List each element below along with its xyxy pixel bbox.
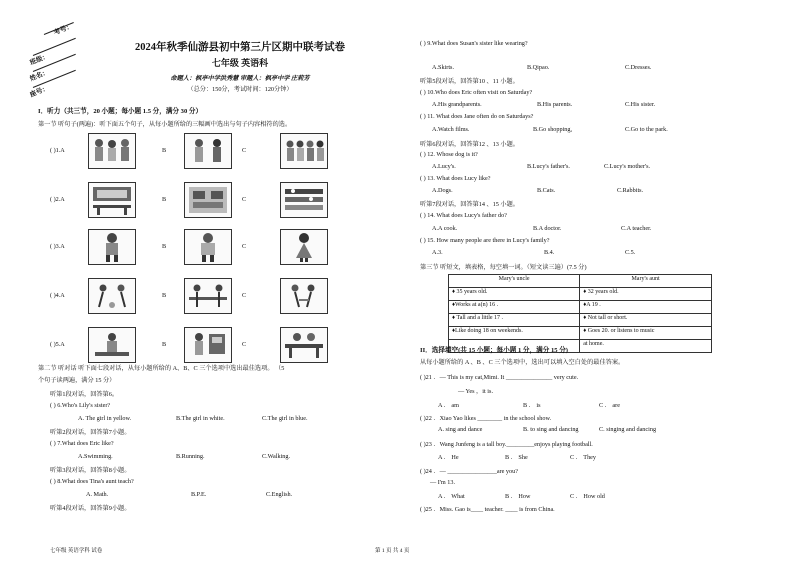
section3-intro: 第三节 听短文，填表格，每空填一词。（短文读三遍）(7.5 分) <box>420 264 587 271</box>
authors-line: 命题人：枫亭中学洪秀慧 审题人：枫亭中学 庄莉芳 <box>170 75 310 82</box>
question-number: ( )1.A <box>50 147 65 154</box>
part2-intro: 从每小题所给的 A 、B 、C 三个选项中，选出可以填入空白处的最佳答案。 <box>420 359 625 366</box>
seat-label: 座号： <box>29 84 50 99</box>
option-a[interactable]: A ． He <box>438 454 459 461</box>
section1-intro: 第一节 听句子(两遍)：听下面五个句子，从每小题所给的三幅画中选出与句子内容相符的选。 <box>38 121 292 128</box>
footer-subject: 七年级 英语学科 试卷 <box>50 548 103 554</box>
class-label: 班级： <box>29 52 50 67</box>
picture-option-b[interactable] <box>184 133 232 169</box>
exam-title: 2024年秋季仙游县初中第三片区期中联考试卷 <box>135 42 345 53</box>
option-b[interactable]: B ． How <box>505 493 531 500</box>
question-stem: ( ) 9.What does Susan's sister like wearing? <box>420 40 528 47</box>
option-b[interactable]: B.Go shopping, <box>533 126 573 133</box>
option-b[interactable]: B.Running. <box>176 453 205 460</box>
option-b-label: B <box>162 196 167 203</box>
table-cell: ♦ Not tall or short. <box>580 314 712 327</box>
option-c-label: C <box>242 292 247 299</box>
dialog-instruction: 听第1段对话，回答第6。 <box>50 391 119 398</box>
option-a[interactable]: A. sing and dance <box>438 426 483 433</box>
option-a[interactable]: A.A cook. <box>432 225 458 232</box>
picture-option-a[interactable] <box>88 182 136 218</box>
section2-intro-line1: 第二节 听对话 听下面七段对话，从每小题所给的 A、B、C 三个选项中选出最佳选项。 （5 <box>38 365 285 372</box>
question-stem: ( )24 ．— ________________are you? <box>420 468 518 475</box>
question-stem: ( )25 ．Miss. Gao is____ teacher. ____ is from China. <box>420 506 555 513</box>
picture-question-row <box>50 182 360 216</box>
option-c[interactable]: C.Walking. <box>262 453 291 460</box>
question-stem-line2: — Yes ，it is． <box>458 388 498 395</box>
question-stem: ( )23 ．Wang Junfeng is a tall boy._________enjoys playing football. <box>420 441 593 448</box>
option-b[interactable]: B.The girl in white. <box>176 415 225 422</box>
option-c[interactable]: C.The girl in blue. <box>262 415 308 422</box>
option-c[interactable]: C. singing and dancing <box>599 426 657 433</box>
table-cell[interactable]: ♦Works at a(n) 16 . <box>449 301 580 314</box>
picture-option-b[interactable] <box>184 327 232 363</box>
option-a[interactable]: A.Lucy's. <box>432 163 456 170</box>
picture-question-row <box>50 278 360 312</box>
picture-option-c[interactable] <box>280 278 328 314</box>
option-a[interactable]: A.Dogs. <box>432 187 453 194</box>
question-stem: ( )22 ．Xiao Yao likes ________ in the school show. <box>420 415 552 422</box>
option-a[interactable]: A.3. <box>432 249 443 256</box>
dialog-instruction: 听第2段对话，回答第7小题。 <box>50 429 131 436</box>
picture-option-a[interactable] <box>88 278 136 314</box>
name-label: 姓名： <box>29 68 50 83</box>
option-a[interactable]: A.Swimming. <box>78 453 113 460</box>
question-number: ( )3.A <box>50 243 65 250</box>
picture-option-b[interactable] <box>184 229 232 265</box>
picture-option-c[interactable] <box>280 182 328 218</box>
option-b[interactable]: B. to sing and dancing <box>523 426 579 433</box>
option-b[interactable]: B.Cats. <box>537 187 556 194</box>
picture-option-a[interactable] <box>88 229 136 265</box>
option-c[interactable]: C.5. <box>625 249 636 256</box>
option-b-label: B <box>162 292 167 299</box>
question-stem-line2: — I'm 13. <box>430 479 456 486</box>
part2-heading: II．选择填空(共 15 小题；每小题 1 分，满分 15 分) <box>420 347 568 354</box>
option-c[interactable]: C ． How old <box>570 493 605 500</box>
table-row <box>449 301 712 314</box>
option-a[interactable]: A.Skirts. <box>432 64 455 71</box>
option-c[interactable]: C ． They <box>570 454 597 461</box>
picture-option-b[interactable] <box>184 278 232 314</box>
table-row <box>449 327 712 340</box>
option-c-label: C <box>242 243 247 250</box>
table-cell: at home. <box>580 340 712 353</box>
question-number: ( )2.A <box>50 196 65 203</box>
picture-option-a[interactable] <box>88 327 136 363</box>
table-cell[interactable]: ♦Like doing 18 on weekends. <box>449 327 580 340</box>
table-cell: ♦ 35 years old. <box>449 288 580 301</box>
option-b-label: B <box>162 341 167 348</box>
table-header: Mary's aunt <box>580 275 712 288</box>
question-stem: ( ) 13. What does Lucy like? <box>420 175 491 182</box>
option-a[interactable]: A ． What <box>438 493 465 500</box>
picture-option-a[interactable] <box>88 133 136 169</box>
option-c[interactable]: C ． are <box>599 402 620 409</box>
option-a[interactable]: A.Watch films. <box>432 126 470 133</box>
table-header-row <box>449 275 712 288</box>
option-c[interactable]: C.Go to the park. <box>625 126 668 133</box>
option-a[interactable]: A ． am <box>438 402 459 409</box>
option-b-label: B <box>162 243 167 250</box>
question-stem: ( ) 12. Whose dog is it? <box>420 151 478 158</box>
part1-heading: I．听力（共三节，20 小题；每小题 1.5 分，满分 30 分） <box>38 108 203 115</box>
table-row <box>449 288 712 301</box>
page-number: 第 1 页 共 4 页 <box>375 548 410 554</box>
option-c[interactable]: C.English. <box>266 491 293 498</box>
table-header: Mary's uncle <box>449 275 580 288</box>
exam-number-label: 考号： <box>53 22 74 37</box>
dialog-instruction: 听第3段对话，回答第8小题。 <box>50 467 131 474</box>
dialog-instruction: 听第6段对话，回答第12 、13 小题。 <box>420 141 519 148</box>
option-c[interactable]: C.Lucy's mother's. <box>604 163 651 170</box>
option-c[interactable]: C.A teacher. <box>621 225 652 232</box>
option-a[interactable]: A.His grandparents. <box>432 101 482 108</box>
table-cell[interactable]: ♦ Tall and a little 17 . <box>449 314 580 327</box>
option-b[interactable]: B.Qipao. <box>527 64 550 71</box>
picture-question-row <box>50 133 360 167</box>
option-c-label: C <box>242 147 247 154</box>
option-b[interactable]: B ． is <box>523 402 541 409</box>
option-c[interactable]: C.Dresses. <box>625 64 652 71</box>
fill-in-table <box>448 274 712 353</box>
picture-option-c[interactable] <box>280 229 328 265</box>
option-b[interactable]: B.Lucy's father's. <box>527 163 570 170</box>
option-c-label: C <box>242 341 247 348</box>
table-cell[interactable]: ♦A 19 . <box>580 301 712 314</box>
question-stem: ( ) 14. What does Lucy's father do? <box>420 212 507 219</box>
question-number: ( )4.A <box>50 292 65 299</box>
question-stem: ( ) 10.Who does Eric often visit on Saturday? <box>420 89 533 96</box>
picture-option-b[interactable] <box>184 182 232 218</box>
dialog-instruction: 听第7段对话，回答第14 、15 小题。 <box>420 201 519 208</box>
picture-question-row <box>50 229 360 263</box>
score-line: （总分：150分，考试时间：120分钟） <box>187 86 293 93</box>
question-stem: ( ) 15. How many people are there in Lucy's family? <box>420 237 550 244</box>
table-row <box>449 314 712 327</box>
picture-question-row <box>50 327 360 361</box>
question-stem: ( ) 11. What does Jane often do on Saturdays? <box>420 113 534 120</box>
option-b[interactable]: B.His parents. <box>537 101 573 108</box>
table-cell: ♦ 32 years old. <box>580 288 712 301</box>
option-b[interactable]: B ． She <box>505 454 528 461</box>
option-a[interactable]: A. The girl in yellow. <box>78 415 132 422</box>
section2-intro-line2: 个句子读两遍，满分 15 分） <box>38 377 116 384</box>
option-c[interactable]: C.His sister. <box>625 101 656 108</box>
question-stem: ( ) 8.What does Tina's aunt teach? <box>50 478 134 485</box>
table-cell[interactable]: ♦ Goes 20. or listens to music <box>580 327 712 340</box>
option-b[interactable]: B.P.E. <box>191 491 207 498</box>
question-stem: ( )21 ．— This is my cat,Mimi. It _______________ very cute. <box>420 374 579 381</box>
option-b[interactable]: B.4. <box>544 249 555 256</box>
question-number: ( )5.A <box>50 341 65 348</box>
exam-subtitle: 七年级 英语科 <box>211 58 269 68</box>
option-c[interactable]: C.Rabbits. <box>617 187 644 194</box>
dialog-instruction: 听第4段对话，回答第9小题。 <box>50 505 131 512</box>
option-a[interactable]: A. Math. <box>86 491 109 498</box>
option-b-label: B <box>162 147 167 154</box>
picture-option-c[interactable] <box>280 133 328 169</box>
option-c-label: C <box>242 196 247 203</box>
option-b[interactable]: B.A doctor. <box>533 225 562 232</box>
question-stem: ( ) 6.Who's Lily's sister? <box>50 402 111 409</box>
question-stem: ( ) 7.What does Eric like? <box>50 440 114 447</box>
picture-option-c[interactable] <box>280 327 328 363</box>
dialog-instruction: 听第5段对话，回答第10 、11 小题。 <box>420 78 519 85</box>
